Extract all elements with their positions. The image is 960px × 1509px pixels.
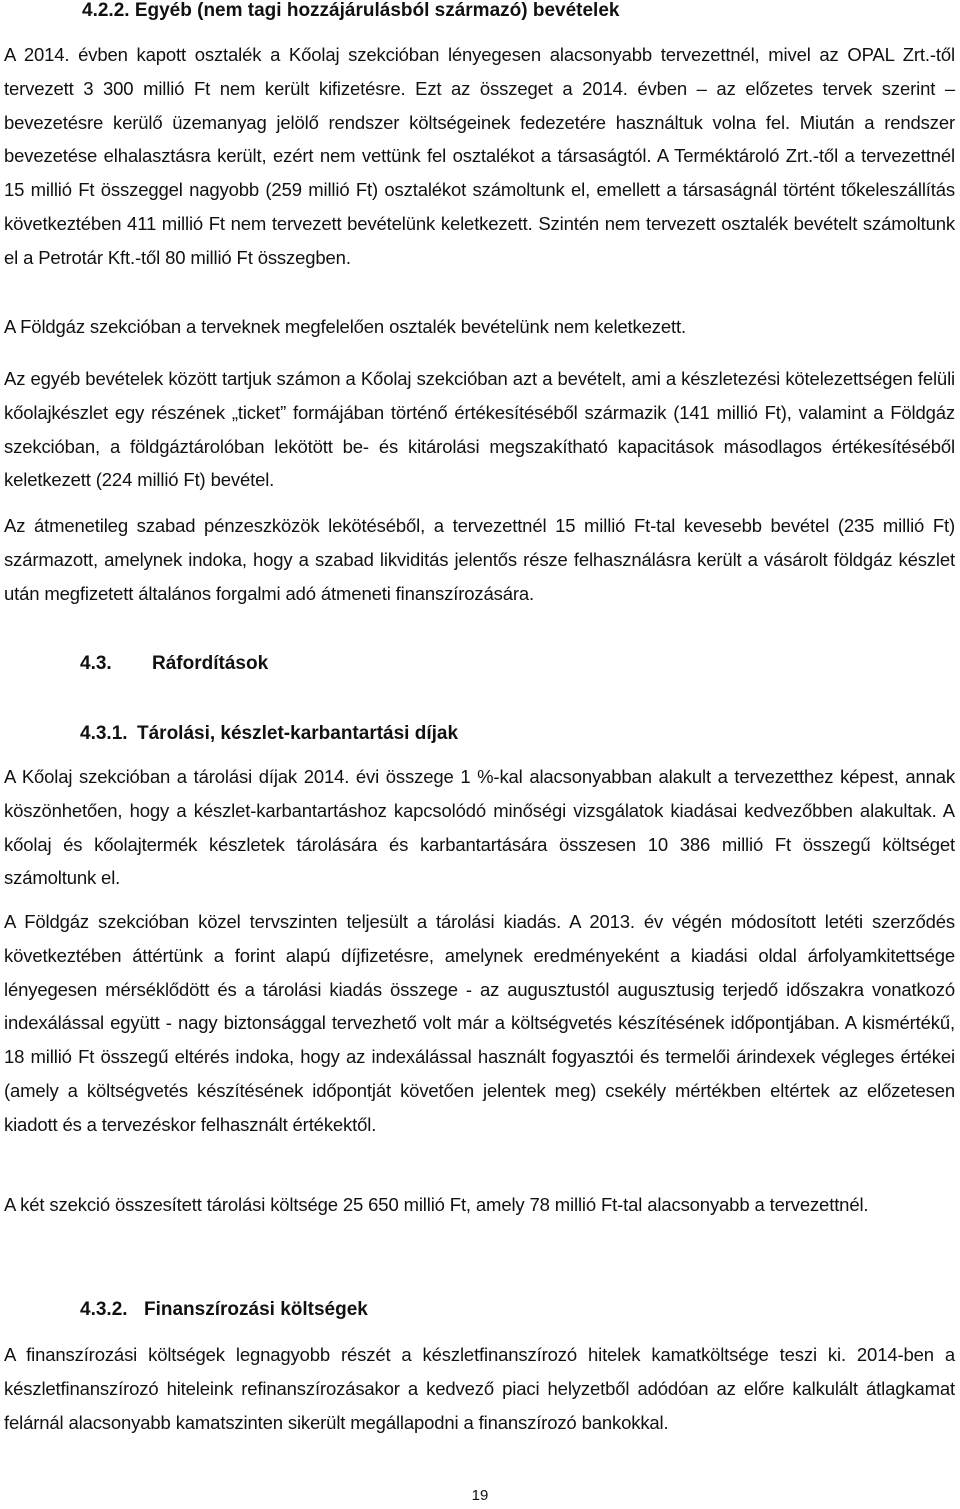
paragraph-other-revenues: Az egyéb bevételek között tartjuk számon a Kőolaj szekcióban azt a bevételt, ami a készletezési kötelezettségen felüli kőolajkészlet egy részének „ticket” formájában történő értékesítéséből származik (141 millió Ft), valamint a Földgáz szekcióban, a földgáztárolóban lekötött be- és kitárolási megszakítható kapacitások másodlagos értékesítéséből keletkezett (224 millió Ft) bevétel. xyxy=(4,368,955,491)
section-title: Tárolási, készlet-karbantartási díjak xyxy=(137,723,459,744)
paragraph-interest-income: Az átmenetileg szabad pénzeszközök lekötéséből, a tervezettnél 15 millió Ft-tal kevesebb bevétel (235 millió Ft) származott, amelynek indoka, hogy a szabad likviditás jelentős része felhasználásra került a vásárolt földgáz készlet után megfizetett általános forgalmi adó átmeneti finanszírozására. xyxy=(4,515,955,604)
paragraph-financing-costs: A finanszírozási költségek legnagyobb részét a készletfinanszírozó hitelek kamatköltsége teszi ki. 2014-ben a készletfinanszírozó hiteleink refinanszírozásakor a kedvező piaci helyzetből adódóan az előre kalkulált átlagkamat felárnál alacsonyabb kamatszinten sikerült megállapodni a finanszírozó bankokkal. xyxy=(4,1344,955,1433)
section-heading-4-3-2 xyxy=(80,1298,368,1322)
paragraph-gas-section-dividends: A Földgáz szekcióban a terveknek megfelelően osztalék bevételünk nem keletkezett. xyxy=(4,316,686,337)
section-number: 4.3. xyxy=(80,653,112,674)
paragraph-oil-storage-fees: A Kőolaj szekcióban a tárolási díjak 2014. évi összege 1 %-kal alacsonyabban alakult a tervezetthez képest, annak köszönhetően, hogy a készlet-karbantartáshoz kapcsolódó minőségi vizsgálatok kiadásai kedvezőbben alakultak. A kőolaj és kőolajtermék készletek tárolására és karbantartására összesen 10 386 millió Ft összegű költséget számoltunk el. xyxy=(4,766,955,889)
paragraph-total-storage-cost: A két szekció összesített tárolási költsége 25 650 millió Ft, amely 78 millió Ft-tal alacsonyabb a tervezettnél. xyxy=(4,1194,869,1215)
section-title: Finanszírozási költségek xyxy=(144,1299,368,1320)
section-number: 4.3.2. xyxy=(80,1299,128,1320)
section-title: Ráfordítások xyxy=(152,653,269,674)
section-heading-4-2-2: 4.2.2. Egyéb (nem tagi hozzájárulásból származó) bevételek xyxy=(82,0,620,21)
paragraph-dividends: A 2014. évben kapott osztalék a Kőolaj szekcióban lényegesen alacsonyabb tervezettnél, mivel az OPAL Zrt.-től tervezett 3 300 millió Ft nem került kifizetésre. Ezt az összeget a 2014. évben – az előzetes tervek szerint – bevezetésre kerülő üzemanyag jelölő rendszer költségeinek fedezetére használtuk volna fel. Miután a rendszer bevezetése elhalasztásra került, ezért nem vettünk fel osztalékot a társaságtól. A Terméktároló Zrt.-től a tervezettnél 15 millió Ft összeggel nagyobb (259 millió Ft) osztalékot számoltunk el, emellett a társaságnál történt tőkeleszállítás következtében 411 millió Ft nem tervezett bevételünk keletkezett. Szintén nem tervezett osztalék bevételt számoltunk el a Petrotár Kft.-től 80 millió Ft összegben. xyxy=(4,44,955,268)
page-number: 19 xyxy=(471,1487,489,1504)
section-number: 4.3.1. xyxy=(80,723,128,744)
section-heading-4-3 xyxy=(80,652,268,676)
paragraph-gas-storage-fees: A Földgáz szekcióban közel tervszinten teljesült a tárolási kiadás. A 2013. év végén módosított letéti szerződés következtében áttértünk a forint alapú díjfizetésre, amelynek eredményeként a kiadási oldal árfolyamkitettsége lényegesen mérséklődött és a tárolási kiadás összege - az augusztustól augusztusig terjedő időszakra vonatkozó indexálással együtt - nagy biztonsággal tervezhető volt már a költségvetés készítésének időpontjában. A kismértékű, 18 millió Ft összegű eltérés indoka, hogy az indexálással használt fogyasztói és termelői árindexek végleges értékei (amely a költségvetés készítésének időpontját követően jelentek meg) csekély mértékben eltértek az előzetesen kiadott és a tervezéskor felhasznált értékektől. xyxy=(4,911,955,1135)
section-heading-4-3-1 xyxy=(80,722,458,746)
